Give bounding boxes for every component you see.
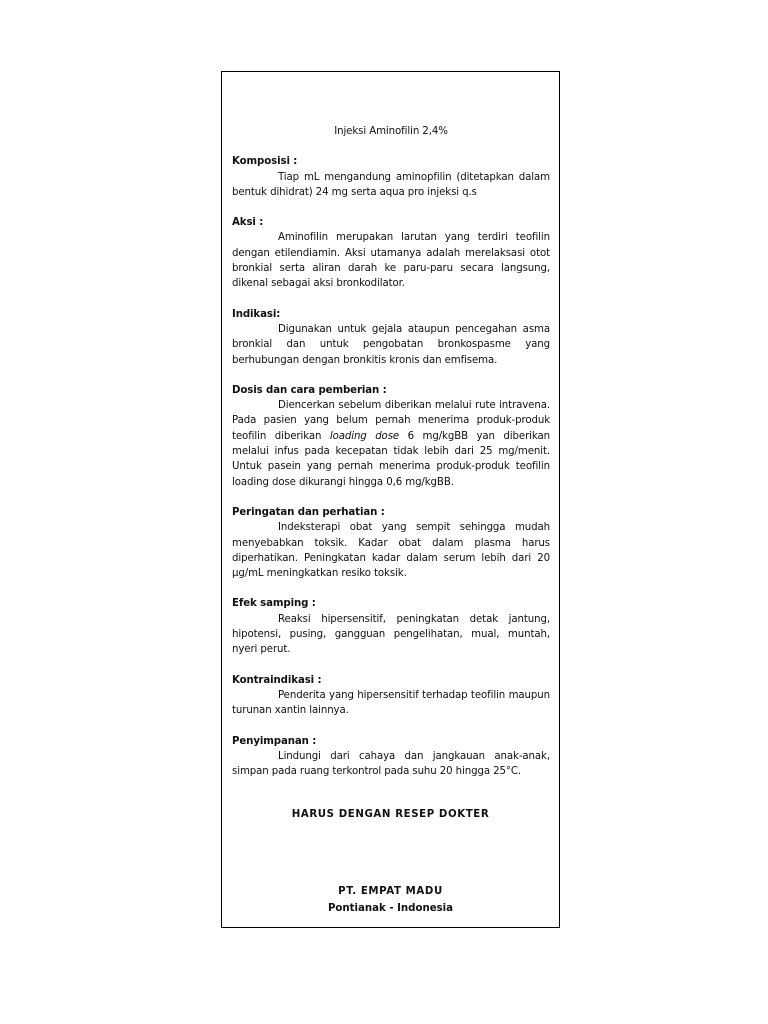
prescription-warning: HARUS DENGAN RESEP DOKTER	[291, 809, 490, 820]
section-text: Aminofilin merupakan larutan yang terdiri teofilin dengan etilendiamin. Aksi utamanya adalah merelaksasi otot bronkial serta aliran darah ke paru-paru secara langsung, dikenal sebagai aksi bronkodilator.	[232, 232, 550, 290]
section-text: Penderita yang hipersensitif terhadap teofilin maupun turunan xantin lainnya.	[232, 689, 550, 717]
section-heading: Efek samping :	[232, 598, 316, 610]
section-text: Indeksterapi obat yang sempit sehingga mudah menyebabkan toksik. Kadar obat dalam plasma harus diperhatikan. Peningkatan kadar dalam serum lebih dari 20 µg/mL meningkatkan resiko toksik.	[232, 522, 550, 580]
company-block	[222, 883, 559, 917]
section-text: Digunakan untuk gejala ataupun pencegahan asma bronkial dan untuk pengobatan bronkospasme yang berhubungan dengan bronkitis kronis dan emfisema.	[232, 323, 550, 366]
section-heading: Komposisi :	[232, 156, 298, 168]
section-heading: Indikasi:	[232, 308, 281, 320]
dosis-italic-term: loading dose	[329, 430, 400, 442]
company-location: Pontianak - Indonesia	[327, 903, 454, 914]
company-name: PT. EMPAT MADU	[338, 886, 443, 897]
section-heading: Peringatan dan perhatian :	[232, 506, 385, 518]
section-kontraindikasi	[232, 673, 550, 719]
section-text: Tiap mL mengandung aminopfilin (ditetapkan dalam bentuk dihidrat) 24 mg serta aqua pro injeksi q.s	[232, 171, 550, 198]
section-penyimpanan	[232, 734, 550, 780]
section-dosis	[232, 383, 550, 490]
section-heading: Kontraindikasi :	[232, 674, 322, 686]
section-indikasi	[232, 307, 550, 368]
product-title: Injeksi Aminofilin 2,4%	[334, 126, 448, 137]
section-text: Reaksi hipersensitif, peningkatan detak jantung, hipotensi, pusing, gangguan pengelihatan, mual, muntah, nyeri perut.	[232, 613, 550, 656]
section-heading: Aksi :	[232, 217, 264, 229]
drug-leaflet	[221, 71, 560, 928]
section-heading: Dosis dan cara pemberian :	[232, 384, 387, 396]
section-text: Lindungi dari cahaya dan jangkauan anak-anak, simpan pada ruang terkontrol pada suhu 20 hingga 25°C.	[232, 750, 550, 778]
leaflet-content	[232, 124, 550, 794]
section-heading: Penyimpanan :	[232, 735, 317, 747]
section-text	[232, 398, 550, 490]
section-efek-samping	[232, 596, 550, 657]
dosis-text-start: Diencerkan sebelum diberikan melalui rute intravena. Pada pasien yang belum pernah menerima produk-produk teofilin diberikan	[232, 400, 550, 442]
dosis-text-end: 6 mg/kgBB yan diberikan melalui infus pada kecepatan tidak lebih dari 25 mg/menit. Untuk pasein yang pernah menerima produk-produk teofilin loading dose dikurangi hingga 0,6 mg/kgBB.	[232, 430, 551, 488]
section-aksi	[232, 215, 550, 291]
section-komposisi	[232, 154, 550, 200]
section-peringatan	[232, 505, 550, 581]
